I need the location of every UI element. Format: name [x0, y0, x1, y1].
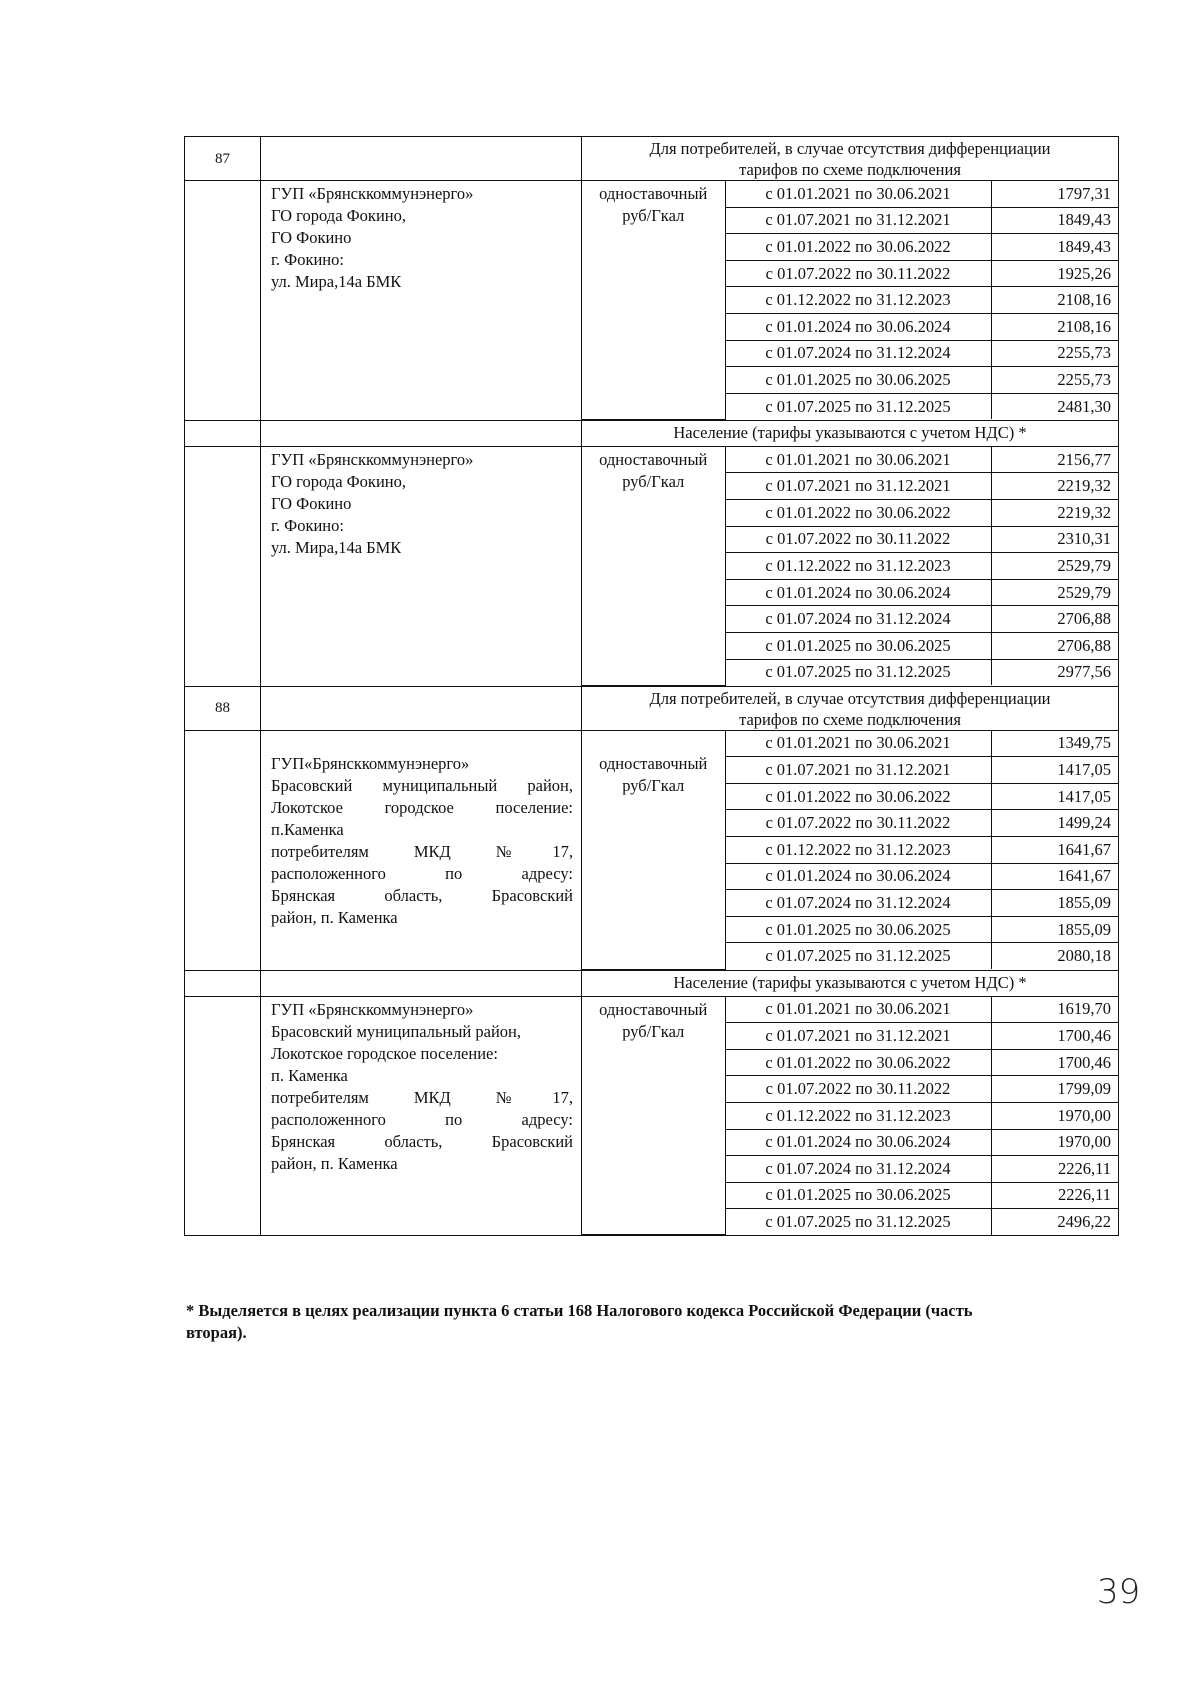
entity-cell [261, 181, 582, 421]
period-cell: с 01.07.2022 по 30.11.2022 [725, 810, 991, 837]
rate-type-line: руб/Гкал [622, 471, 685, 491]
entity-line: Локотское городское поселение: [271, 1043, 498, 1063]
entity-line: потребителям МКД №17, [271, 1087, 573, 1107]
period-cell: с 01.12.2022 по 31.12.2023 [725, 553, 991, 580]
period-cell: с 01.01.2021 по 30.06.2021 [725, 731, 991, 757]
tariff-detail-cell [582, 996, 1119, 1236]
period-cell: с 01.07.2021 по 31.12.2021 [725, 473, 991, 500]
group-header [582, 970, 1119, 996]
tariff-table [184, 136, 1119, 1236]
entity-line: ГУП«Брянсккоммунэнерго» [271, 753, 470, 773]
entity-line: Локотское городское поселение: [271, 797, 573, 817]
entity-line: Брасовский муниципальный район, [271, 1021, 521, 1041]
item-number-cell: 87 [185, 137, 261, 181]
tariff-value-cell: 2108,16 [991, 287, 1119, 314]
rate-type-line: одноставочный [599, 753, 708, 773]
item-number-cell: 88 [185, 686, 261, 730]
tariff-table-body [185, 137, 1119, 1236]
rate-type-cell [582, 447, 725, 685]
tariff-value-cell: 1349,75 [991, 731, 1119, 757]
empty-number-cell [185, 181, 261, 421]
period-cell: с 01.07.2022 по 30.11.2022 [725, 1076, 991, 1103]
group-header-line: тарифов по схеме подключения [739, 709, 961, 729]
period-cell: с 01.07.2025 по 31.12.2025 [725, 1209, 991, 1235]
entity-cell [261, 996, 582, 1236]
tariff-value-cell: 2529,79 [991, 579, 1119, 606]
tariff-row [582, 181, 1119, 207]
entity-cell [261, 446, 582, 686]
rate-type-line: руб/Гкал [622, 1021, 685, 1041]
entity-line: ГО города Фокино, [271, 206, 406, 225]
entity-line: ГО Фокино [271, 228, 352, 247]
group-header-line: тарифов по схеме подключения [739, 160, 961, 179]
period-cell: с 01.07.2022 по 30.11.2022 [725, 260, 991, 287]
tariff-value-cell: 1417,05 [991, 783, 1119, 810]
footnote [186, 1300, 1086, 1344]
empty-number-cell [185, 996, 261, 1236]
entity-line: ГУП «Брянсккоммунэнерго» [271, 184, 474, 203]
period-cell: с 01.01.2024 по 30.06.2024 [725, 579, 991, 606]
period-cell: с 01.01.2022 по 30.06.2022 [725, 783, 991, 810]
rate-type-line: руб/Гкал [622, 206, 685, 225]
period-cell: с 01.01.2021 по 30.06.2021 [725, 181, 991, 207]
rate-type-line: одноставочный [599, 184, 708, 203]
period-cell: с 01.01.2025 по 30.06.2025 [725, 367, 991, 394]
tariff-value-cell: 1970,00 [991, 1129, 1119, 1156]
tariff-value-cell: 2310,31 [991, 526, 1119, 553]
tariff-value-cell: 1641,67 [991, 837, 1119, 864]
footnote-line-1: * Выделяется в целях реализации пункта 6 статьи 168 Налогового кодекса Российской Федерации (часть [186, 1301, 973, 1320]
group-header [582, 137, 1119, 181]
entity-line: расположенного по адресу: [271, 1109, 573, 1129]
entity-line: ГО Фокино [271, 493, 352, 513]
tariff-value-cell: 2706,88 [991, 633, 1119, 660]
tariff-value-cell: 1799,09 [991, 1076, 1119, 1103]
page-number: 39 [1097, 1572, 1141, 1612]
subgroup-header-row [185, 970, 1119, 996]
empty-cell [261, 137, 582, 181]
empty-number-cell [185, 446, 261, 686]
tariff-value-cell: 1849,43 [991, 207, 1119, 234]
entity-line: ул. Мира,14а БМК [271, 537, 402, 557]
tariff-value-cell: 2481,30 [991, 393, 1119, 419]
rate-type-cell [582, 181, 725, 419]
entity-line: п. Каменка [271, 1065, 348, 1085]
tariff-value-cell: 1499,24 [991, 810, 1119, 837]
tariff-block-row [185, 996, 1119, 1236]
tariff-block-row [185, 446, 1119, 686]
tariff-value-cell: 2496,22 [991, 1209, 1119, 1235]
tariff-value-cell: 2529,79 [991, 553, 1119, 580]
item-header-row [185, 686, 1119, 730]
tariff-value-cell: 1925,26 [991, 260, 1119, 287]
group-header-line: Для потребителей, в случае отсутствия дифференциации [649, 688, 1051, 708]
period-cell: с 01.12.2022 по 31.12.2023 [725, 287, 991, 314]
tariff-value-cell: 2108,16 [991, 313, 1119, 340]
empty-number-cell [185, 730, 261, 970]
entity-line: Брянская область, Брасовский [271, 885, 573, 905]
period-cell: с 01.07.2021 по 31.12.2021 [725, 207, 991, 234]
tariff-value-cell: 1417,05 [991, 757, 1119, 784]
entity-line: район, п. Каменка [271, 907, 398, 927]
period-cell: с 01.07.2025 по 31.12.2025 [725, 393, 991, 419]
subgroup-header-row [185, 420, 1119, 446]
tariff-value-cell: 1700,46 [991, 1049, 1119, 1076]
tariff-detail-cell [582, 446, 1119, 686]
empty-cell [261, 686, 582, 730]
entity-line: ГУП «Брянсккоммунэнерго» [271, 999, 474, 1019]
period-cell: с 01.07.2021 по 31.12.2021 [725, 1023, 991, 1050]
tariff-value-cell: 2219,32 [991, 473, 1119, 500]
tariff-value-cell: 2226,11 [991, 1156, 1119, 1183]
tariff-value-cell: 2706,88 [991, 606, 1119, 633]
period-cell: с 01.07.2024 по 31.12.2024 [725, 1156, 991, 1183]
group-header-line: Для потребителей, в случае отсутствия дифференциации [649, 139, 1051, 158]
rate-type-cell [582, 997, 725, 1235]
period-cell: с 01.01.2022 по 30.06.2022 [725, 1049, 991, 1076]
tariff-value-cell: 2080,18 [991, 943, 1119, 969]
item-number-cell [185, 420, 261, 446]
tariff-detail-table [582, 731, 1119, 970]
tariff-value-cell: 1855,09 [991, 890, 1119, 917]
tariff-detail-cell [582, 181, 1119, 421]
entity-line: г. Фокино: [271, 515, 344, 535]
tariff-value-cell: 1855,09 [991, 916, 1119, 943]
tariff-value-cell: 2255,73 [991, 340, 1119, 367]
footnote-line-2: вторая). [186, 1323, 247, 1342]
tariff-detail-cell [582, 730, 1119, 970]
entity-line: Брасовский муниципальный район, [271, 775, 573, 795]
tariff-value-cell: 1970,00 [991, 1102, 1119, 1129]
tariff-value-cell: 2156,77 [991, 447, 1119, 473]
tariff-detail-table [582, 997, 1119, 1236]
tariff-row [582, 997, 1119, 1023]
rate-type-line: одноставочный [599, 999, 708, 1019]
tariff-value-cell: 1641,67 [991, 863, 1119, 890]
period-cell: с 01.07.2024 по 31.12.2024 [725, 340, 991, 367]
period-cell: с 01.07.2025 по 31.12.2025 [725, 659, 991, 685]
period-cell: с 01.01.2025 по 30.06.2025 [725, 1182, 991, 1209]
period-cell: с 01.07.2024 по 31.12.2024 [725, 890, 991, 917]
tariff-value-cell: 1700,46 [991, 1023, 1119, 1050]
entity-line: п.Каменка [271, 819, 344, 839]
rate-type-line: руб/Гкал [622, 775, 685, 795]
period-cell: с 01.01.2022 по 30.06.2022 [725, 500, 991, 527]
tariff-row [582, 731, 1119, 757]
period-cell: с 01.01.2022 по 30.06.2022 [725, 234, 991, 261]
period-cell: с 01.01.2024 по 30.06.2024 [725, 1129, 991, 1156]
period-cell: с 01.07.2024 по 31.12.2024 [725, 606, 991, 633]
period-cell: с 01.01.2021 по 30.06.2021 [725, 447, 991, 473]
period-cell: с 01.12.2022 по 31.12.2023 [725, 1102, 991, 1129]
entity-line: ГО города Фокино, [271, 471, 406, 491]
tariff-detail-table [582, 181, 1119, 420]
tariff-value-cell: 1797,31 [991, 181, 1119, 207]
period-cell: с 01.07.2025 по 31.12.2025 [725, 943, 991, 969]
period-cell: с 01.01.2024 по 30.06.2024 [725, 863, 991, 890]
rate-type-line: одноставочный [599, 449, 708, 469]
rate-type-cell [582, 731, 725, 969]
period-cell: с 01.01.2021 по 30.06.2021 [725, 997, 991, 1023]
tariff-block-row [185, 730, 1119, 970]
group-header-line: Население (тарифы указываются с учетом НДС) * [673, 422, 1027, 442]
item-number-cell [185, 970, 261, 996]
tariff-value-cell: 2977,56 [991, 659, 1119, 685]
entity-cell [261, 730, 582, 970]
empty-cell [261, 970, 582, 996]
tariff-value-cell: 1849,43 [991, 234, 1119, 261]
entity-line: г. Фокино: [271, 250, 344, 269]
period-cell: с 01.01.2025 по 30.06.2025 [725, 633, 991, 660]
entity-line: потребителям МКД №17, [271, 841, 573, 861]
tariff-value-cell: 1619,70 [991, 997, 1119, 1023]
period-cell: с 01.12.2022 по 31.12.2023 [725, 837, 991, 864]
tariff-row [582, 447, 1119, 473]
period-cell: с 01.01.2025 по 30.06.2025 [725, 916, 991, 943]
entity-line: Брянская область, Брасовский [271, 1131, 573, 1151]
entity-line: район, п. Каменка [271, 1153, 398, 1173]
tariff-detail-table [582, 447, 1119, 686]
period-cell: с 01.01.2024 по 30.06.2024 [725, 313, 991, 340]
tariff-block-row [185, 181, 1119, 421]
period-cell: с 01.07.2021 по 31.12.2021 [725, 757, 991, 784]
group-header-line: Население (тарифы указываются с учетом НДС) * [673, 972, 1027, 992]
entity-line: расположенного по адресу: [271, 863, 573, 883]
group-header [582, 420, 1119, 446]
empty-cell [261, 420, 582, 446]
entity-line: ГУП «Брянсккоммунэнерго» [271, 449, 474, 469]
tariff-table-wrapper [184, 136, 1118, 1236]
tariff-value-cell: 2226,11 [991, 1182, 1119, 1209]
tariff-value-cell: 2255,73 [991, 367, 1119, 394]
group-header [582, 686, 1119, 730]
period-cell: с 01.07.2022 по 30.11.2022 [725, 526, 991, 553]
tariff-value-cell: 2219,32 [991, 500, 1119, 527]
item-header-row [185, 137, 1119, 181]
entity-line: ул. Мира,14а БМК [271, 272, 402, 291]
